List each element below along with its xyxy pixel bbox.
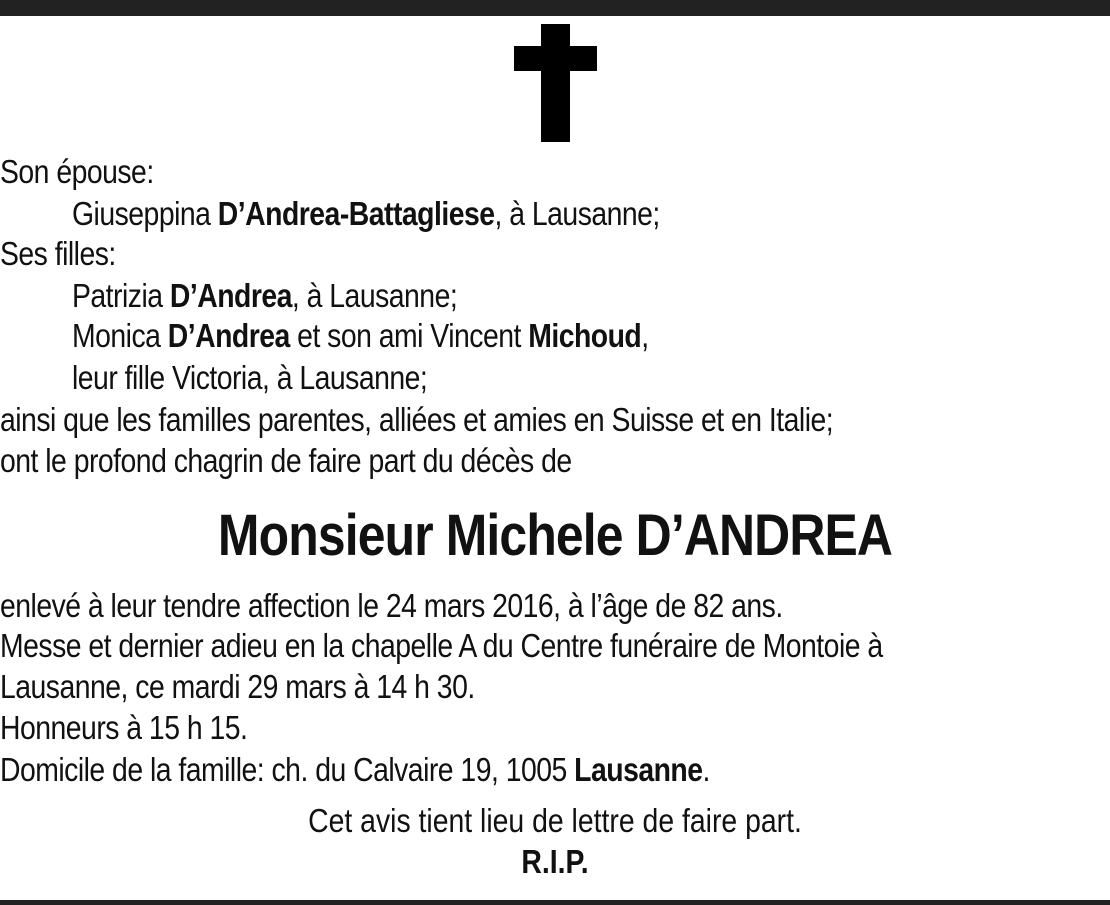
daughter-2-surname: D’Andrea <box>167 317 290 354</box>
daughter-2-firstname: Monica <box>72 317 168 354</box>
announcement-line: ont le profond chagrin de faire part du décès de <box>0 442 572 479</box>
address-city: Lausanne <box>574 751 703 788</box>
deceased-name-title: Monsieur Michele D’ANDREA <box>217 503 893 568</box>
families-line: ainsi que les familles parentes, alliées et amies en Suisse et en Italie; <box>0 401 834 438</box>
ceremony-line-1: Messe et dernier adieu en la chapelle A du Centre funéraire de Montoie à <box>0 627 883 664</box>
spouse-firstname: Giuseppina <box>72 195 218 232</box>
honours-line: Honneurs à 15 h 15. <box>0 709 248 746</box>
address-period: . <box>702 751 710 788</box>
rip-text: R.I.P. <box>521 843 589 880</box>
daughter-1-firstname: Patrizia <box>72 277 170 314</box>
daughter-2-comma: , <box>641 317 649 354</box>
top-border <box>0 0 1110 16</box>
cross-horizontal <box>514 46 597 71</box>
daughter-1-location: , à Lausanne; <box>291 277 458 314</box>
granddaughter-line: leur fille Victoria, à Lausanne; <box>72 359 428 396</box>
spouse-location: , à Lausanne; <box>494 195 660 232</box>
daughter-2-line <box>72 316 649 356</box>
daughter-1-surname: D’Andrea <box>169 277 292 314</box>
family-address-line <box>0 750 710 790</box>
notice-line: Cet avis tient lieu de lettre de faire part. <box>308 802 802 839</box>
address-text: Domicile de la famille: ch. du Calvaire 19, 1005 <box>0 751 575 788</box>
daughters-heading: Ses filles: <box>0 235 116 272</box>
ceremony-line-2: Lausanne, ce mardi 29 mars à 14 h 30. <box>0 668 475 705</box>
death-date-line: enlevé à leur tendre affection le 24 mars 2016, à l’âge de 82 ans. <box>0 587 783 624</box>
bottom-border <box>0 900 1110 905</box>
cross-vertical <box>541 24 570 142</box>
daughter-1-line <box>72 276 457 316</box>
spouse-heading: Son épouse: <box>0 153 154 190</box>
daughter-2-partner-text: et son ami Vincent <box>289 317 529 354</box>
partner-surname: Michoud <box>528 317 642 354</box>
spouse-surname: D’Andrea-Battagliese <box>217 195 495 232</box>
spouse-line <box>72 194 660 234</box>
